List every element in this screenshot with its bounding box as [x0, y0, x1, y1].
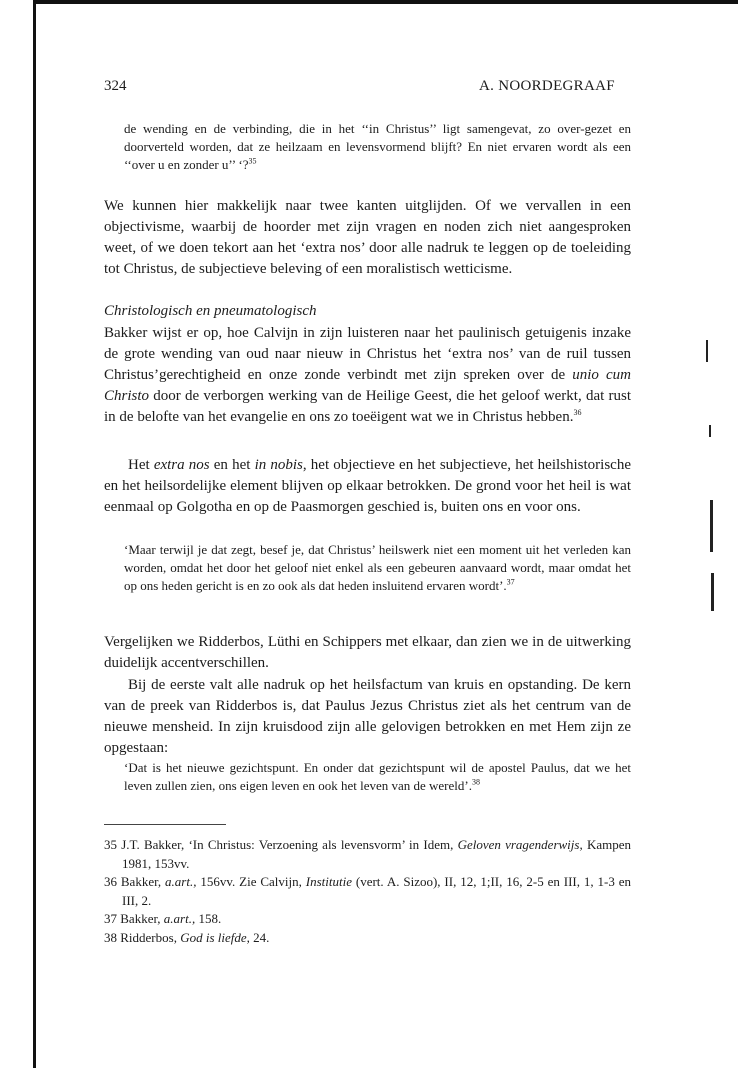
paragraph-2-text-a: Bakker wijst er op, hoe Calvijn in zijn luisteren naar het paulinisch getuigenis inzake de grote wending van oud naar nieuw in Christus het ‘extra nos’ van de ruil tussen Christus’gerechtigheid en onze zonde verbindt met zijn spreken over de [104, 325, 631, 383]
footnote-35-title: Geloven vragenderwijs, [457, 837, 583, 852]
footnote-37-emphasis: a.art., [163, 911, 196, 926]
paragraph-5: Bij de eerste valt alle nadruk op het heilsfactum van kruis en opstanding. De kern van de preek van Ridderbos is, dat Paulus Jezus Christus ziet als het centrum van de nieuwe mensheid. In zijn kruisdood zijn alle gelovigen betrokken en met Hem zijn ze opgestaan: [104, 677, 631, 756]
footnote-38-title: God is liefde, [180, 929, 250, 945]
footnote-36 [104, 873, 631, 910]
footnote-37-text-a: 37 Bakker, [104, 911, 164, 926]
paragraph-2-text-b: door de verborgen werking van de Heilige Geest, die het geloof werkt, dat rust in de belofte van het evangelie en ons zo toeëigent wat we in Christus hebben. [104, 388, 631, 425]
footnote-38-text-b: 24. [249, 929, 270, 945]
footnote-ref-37: 37 [506, 577, 515, 587]
footnotes [104, 836, 631, 947]
block-quote-3 [124, 759, 631, 795]
footnote-36-emphasis-1: a.art., [165, 874, 197, 889]
paragraph-2-emphasis: unio cum Christo [104, 367, 631, 404]
footnote-38 [104, 929, 631, 948]
paragraph-3-emphasis-2: in nobis [254, 457, 303, 473]
footnote-ref-35: 35 [248, 156, 257, 166]
section-heading: Christologisch en pneumatologisch [104, 303, 317, 319]
paragraph-1: We kunnen hier makkelijk naar twee kanten uitglijden. Of we vervallen in een objectivisme, waarbij de hoorder met zijn vragen en noden zich niet aangesproken weet, of we doen tekort aan het ‘extra nos’ door alle nadruk te leggen op de toeleiding tot Christus, de subjectieve beleving of een moralistisch wetticisme. [104, 198, 631, 277]
footnote-37 [104, 910, 631, 929]
paragraph-3-emphasis-1: extra nos [153, 457, 210, 473]
quote-1-text: de wending en de verbinding, die in het ‘‘in Christus’’ ligt samengevat, zo over-gezet en doorverteld worden, dat ze heilzaam en levensvormend blijft? En niet ervaren wordt als een ‘‘over u en zonder u’’ ‘? [124, 121, 631, 172]
footnote-36-text-c: (vert. A. Sizoo), II, 12, 1;II, 16, 2-5 en III, 1, 1-3 en III, 2. [122, 874, 631, 908]
footnote-38-text-a: 38 Ridderbos, [104, 929, 181, 945]
footnote-35-text-a: 35 J.T. Bakker, ‘In Christus: Verzoening als levensvorm’ in Idem, [104, 837, 458, 852]
page-left-border [33, 0, 36, 1068]
footnote-rule [104, 824, 226, 825]
scan-mark [706, 340, 708, 362]
page-top-border [33, 0, 738, 4]
quote-2-text: ‘Maar terwijl je dat zegt, besef je, dat Christus’ heilswerk niet een moment uit het verleden kan worden, omdat het door het geloof niet enkel als een gebeuren aanvaard wordt, maar omdat het op ons heden gericht is en zo ook als dat heden insluitend ervaren wordt’. [124, 542, 631, 593]
block-quote-1 [124, 120, 631, 174]
footnote-37-text-b: 158. [195, 911, 222, 926]
scan-mark [711, 573, 714, 611]
block-quote-2 [124, 541, 631, 595]
paragraph-3-text-c: , het objectieve en het subjectieve, het heilshistorische en het heilsordelijke element blijven op elkaar betrokken. De grond voor het heil is wat eenmaal op Golgotha en op de Paasmorgen geschied is, buiten ons en voor ons. [104, 457, 631, 515]
paragraph-2 [104, 323, 631, 428]
running-title: A. NOORDEGRAAF [479, 78, 615, 94]
footnote-36-text-b: 156vv. Zie Calvijn, [196, 874, 306, 889]
paragraph-3-text-a: Het [128, 457, 154, 473]
scan-mark [710, 500, 713, 552]
quote-3-text: ‘Dat is het nieuwe gezichtspunt. En onder dat gezichtspunt wil de apostel Paulus, dat we het leven zullen zien, ons eigen leven en ook het leven van de wereld’. [124, 760, 631, 793]
paragraph-3 [104, 455, 631, 518]
footnote-ref-36: 36 [573, 408, 582, 417]
footnote-35-text-b: Kampen 1981, 153vv. [122, 837, 631, 871]
footnote-36-emphasis-2: Institutie [305, 874, 352, 889]
paragraph-4: Vergelijken we Ridderbos, Lüthi en Schippers met elkaar, dan zien we in de uitwerking duidelijk accentverschillen. [104, 634, 631, 671]
paragraph-3-text-b: en het [209, 457, 255, 473]
footnote-ref-38: 38 [471, 777, 480, 787]
footnote-36-text-a: 36 Bakker, [104, 874, 166, 889]
scan-mark [709, 425, 711, 437]
page-number: 324 [104, 78, 127, 94]
footnote-35 [104, 836, 631, 873]
